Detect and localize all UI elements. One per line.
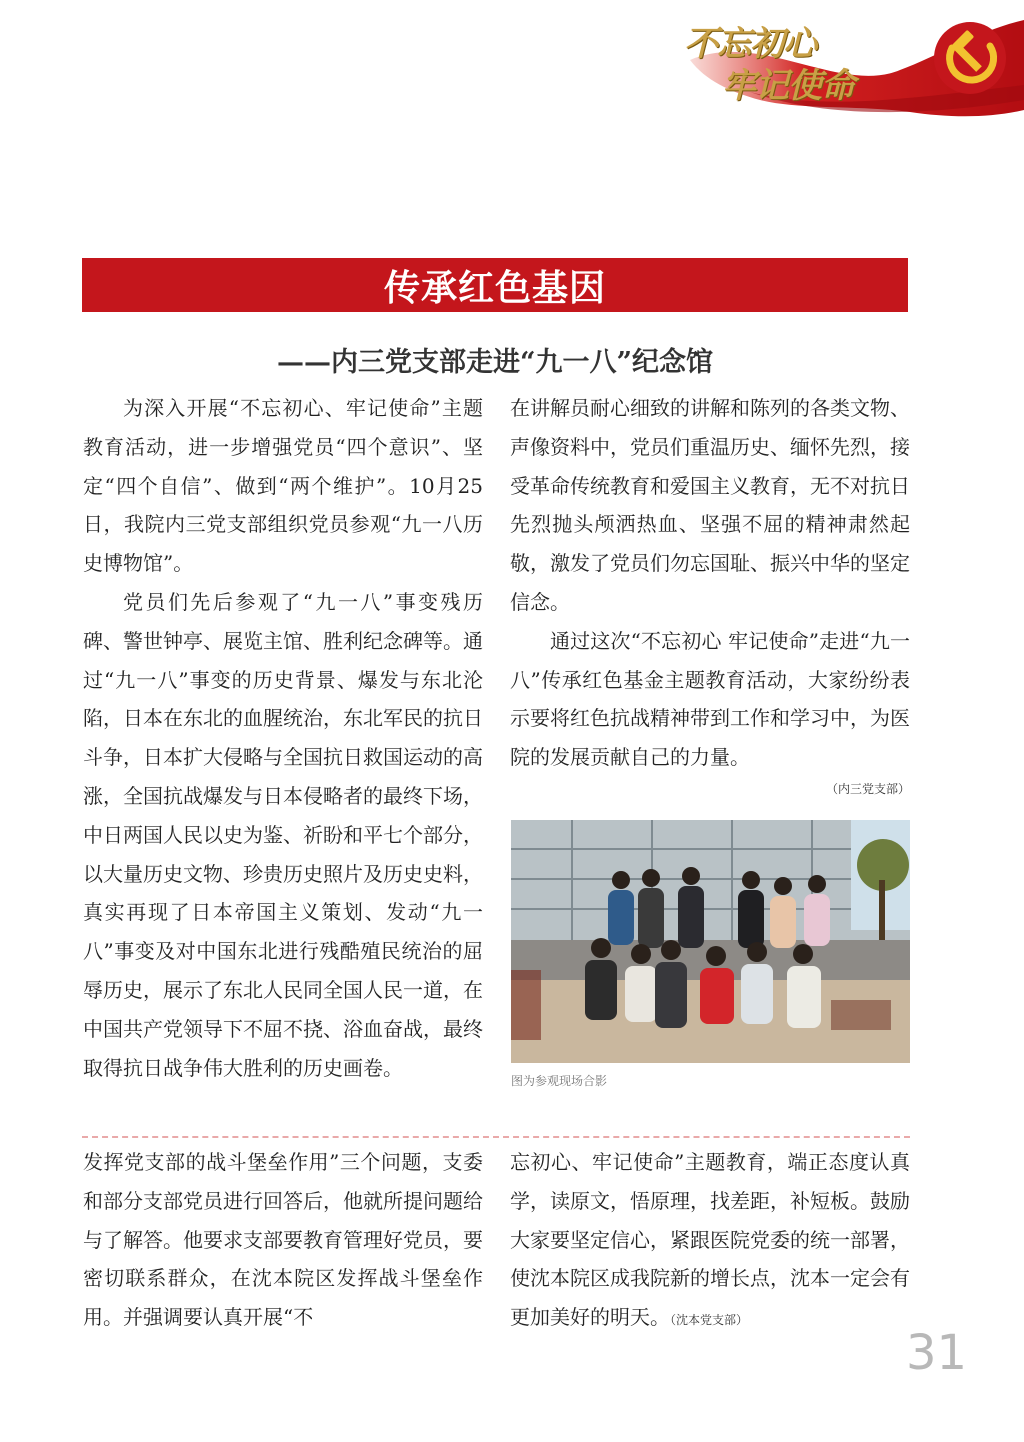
article-column-left [83,389,483,1087]
article-column-right [510,389,910,797]
party-emblem-icon [930,18,1010,98]
article-title-bar [82,258,908,312]
group-photo [511,820,910,1063]
paragraph: 发挥党支部的战斗堡垒作用”三个问题，支委和部分支部党员进行回答后，他就所提问题给与了解答。他要求支部要教育管理好党员，要密切联系群众，在沈本院区发挥战斗堡垒作用。并强调要认真开展“不 [83,1150,483,1330]
slogan-line-2: 牢记使命 [722,66,854,106]
paragraph: 为深入开展“不忘初心、牢记使命”主题教育活动，进一步增强党员“四个意识”、坚定“四个自信”、做到“两个维护”。10月25日，我院内三党支部组织党员参观“九一八历史博物馆”。 [83,396,483,576]
paragraph: 通过这次“不忘初心 牢记使命”走进“九一八”传承红色基金主题教育活动，大家纷纷表示要将红色抗战精神带到工作和学习中，为医院的发展贡献自己的力量。 [510,628,910,770]
continued-column-right [510,1143,910,1340]
article-subtitle: ——内三党支部走进“九一八”纪念馆 [276,347,714,378]
continued-text: 忘初心、牢记使命”主题教育，端正态度认真学，读原文，悟原理，找差距，补短板。鼓励大家要坚定信心，紧跟医院党委的统一部署，使沈本院区成我院新的增长点，沈本一定会有更加美好的明天。 [510,1150,910,1330]
continued-attribution: （沈本党支部） [670,1313,749,1328]
article-attribution: （内三党支部） [825,781,910,796]
photo-caption: 图为参观现场合影 [511,1074,608,1088]
paragraph: 在讲解员耐心细致的讲解和陈列的各类文物、声像资料中，党员们重温历史、缅怀先烈，接受革命传统教育和爱国主义教育，无不对抗日先烈抛头颅洒热血、坚强不屈的精神肃然起敬，激发了党员们勿忘国耻、振兴中华的坚定信念。 [510,396,910,614]
continued-column-left [83,1143,483,1337]
article-title: 传承红色基因 [383,266,606,309]
slogan-calligraphy [680,12,880,112]
slogan-line-1: 不忘初心 [684,24,816,64]
section-divider [82,1136,910,1138]
page-number: 31 [906,1325,968,1381]
paragraph: 党员们先后参观了“九一八”事变残历碑、警世钟亭、展览主馆、胜利纪念碑等。通过“九一八”事变的历史背景、爆发与东北沦陷，日本在东北的血腥统治，东北军民的抗日斗争，日本扩大侵略与全国抗日救国运动的高涨，全国抗战爆发与日本侵略者的最终下场，中日两国人民以史为鉴、祈盼和平七个部分，以大量历史文物、珍贵历史照片及历史史料，真实再现了日本帝国主义策划、发动“九一八”事变及对中国东北进行残酷殖民统治的屈辱历史，展示了东北人民同全国人民一道，在中国共产党领导下不屈不挠、浴血奋战，最终取得抗日战争伟大胜利的历史画卷。 [83,589,483,1080]
paragraph [510,1143,910,1340]
